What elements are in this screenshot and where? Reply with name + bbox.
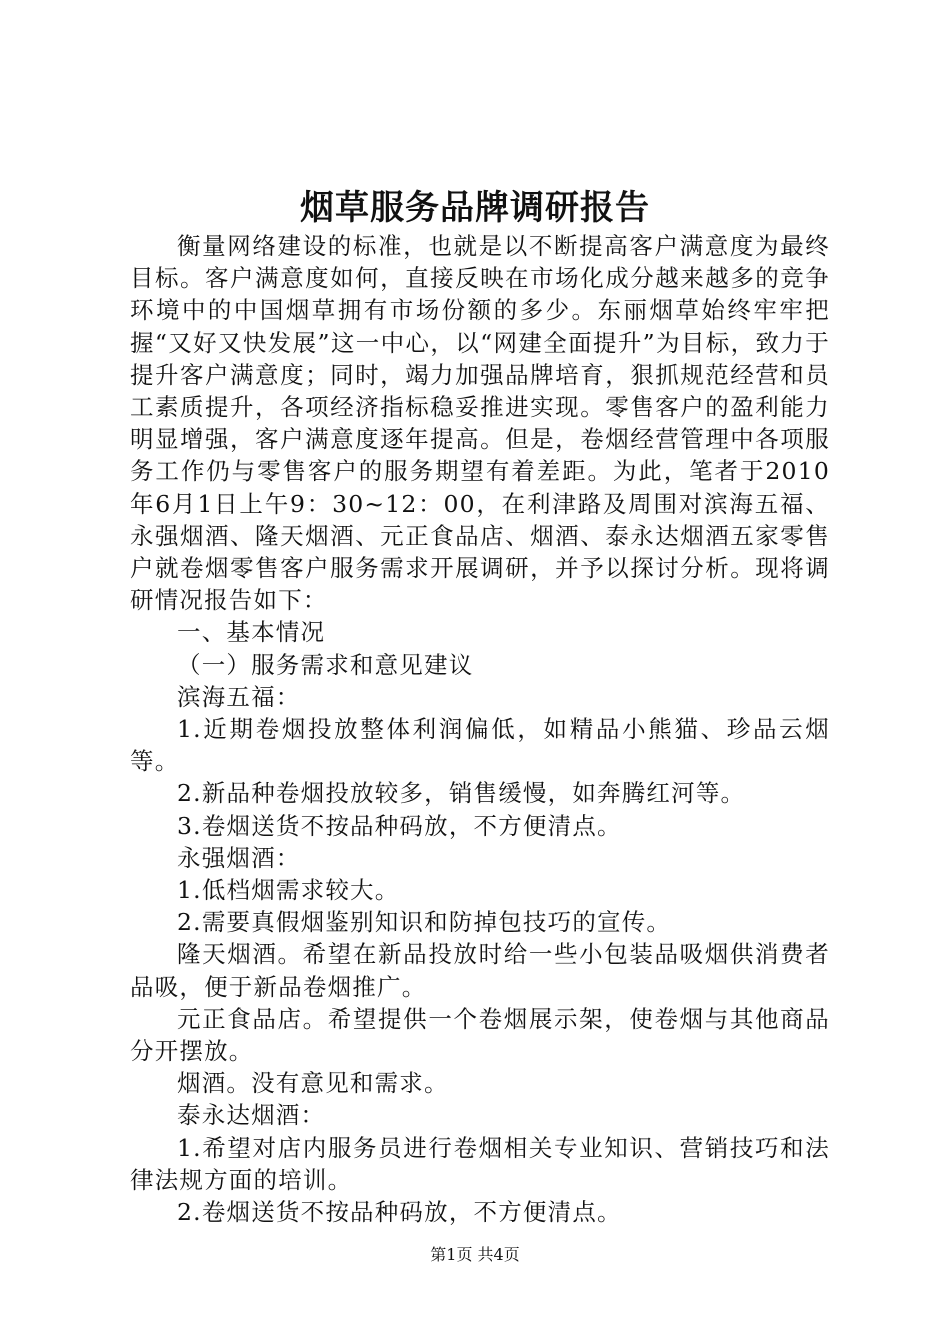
paragraph-intro: 衡量网络建设的标准，也就是以不断提高客户满意度为最终目标。客户满意度如何，直接反映在市场化成分越来越多的竞争环境中的中国烟草拥有市场份额的多少。东丽烟草始终牢牢把握“又好又快发展”这一中心，以“网建全面提升”为目标，致力于提升客户满意度；同时，竭力加强品牌培育，狠抓规范经营和员工素质提升，各项经济指标稳妥推进实现。零售客户的盈利能力明显增强，客户满意度逐年提高。但是，卷烟经营管理中各项服务工作仍与零售客户的服务期望有着差距。为此，笔者于2010年6月1日上午9：30~12：00，在利津路及周围对滨海五福、永强烟酒、隆天烟酒、元正食品店、烟酒、泰永达烟酒五家零售户就卷烟零售客户服务需求开展调研，并予以探讨分析。现将调研情况报告如下： <box>130 232 830 615</box>
subsection-heading-service-needs: （一）服务需求和意见建议 <box>177 650 474 679</box>
document-body <box>130 230 830 1228</box>
section-heading-basic-situation: 一、基本情况 <box>177 618 326 647</box>
list-item: 2.卷烟送货不按品种码放，不方便清点。 <box>177 1198 622 1227</box>
list-item: 3.卷烟送货不按品种码放，不方便清点。 <box>177 811 622 840</box>
store-paragraph-yuanzheng: 元正食品店。希望提供一个卷烟展示架，使卷烟与其他商品分开摆放。 <box>130 1004 830 1066</box>
store-name-taiyongda: 泰永达烟酒： <box>177 1101 326 1130</box>
list-item: 1.近期卷烟投放整体利润偏低，如精品小熊猫、珍品云烟等。 <box>130 715 830 776</box>
list-item: 1.低档烟需求较大。 <box>177 876 400 905</box>
store-paragraph-yanjiu: 烟酒。没有意见和需求。 <box>177 1069 449 1098</box>
list-item: 2.需要真假烟鉴别知识和防掉包技巧的宣传。 <box>177 908 672 937</box>
list-item: 2.新品种卷烟投放较多，销售缓慢，如奔腾红河等。 <box>177 779 746 808</box>
store-name-binhai-wufu: 滨海五福： <box>177 682 301 711</box>
store-paragraph-longtian: 隆天烟酒。希望在新品投放时给一些小包装品吸烟供消费者品吸，便于新品卷烟推广。 <box>130 940 830 1001</box>
list-item: 1.希望对店内服务员进行卷烟相关专业知识、营销技巧和法律法规方面的培训。 <box>130 1133 830 1194</box>
page-footer: 第1页 共4页 <box>430 1245 520 1264</box>
store-name-yongqiang: 永强烟酒： <box>177 843 301 872</box>
document-title: 烟草服务品牌调研报告 <box>300 188 650 228</box>
